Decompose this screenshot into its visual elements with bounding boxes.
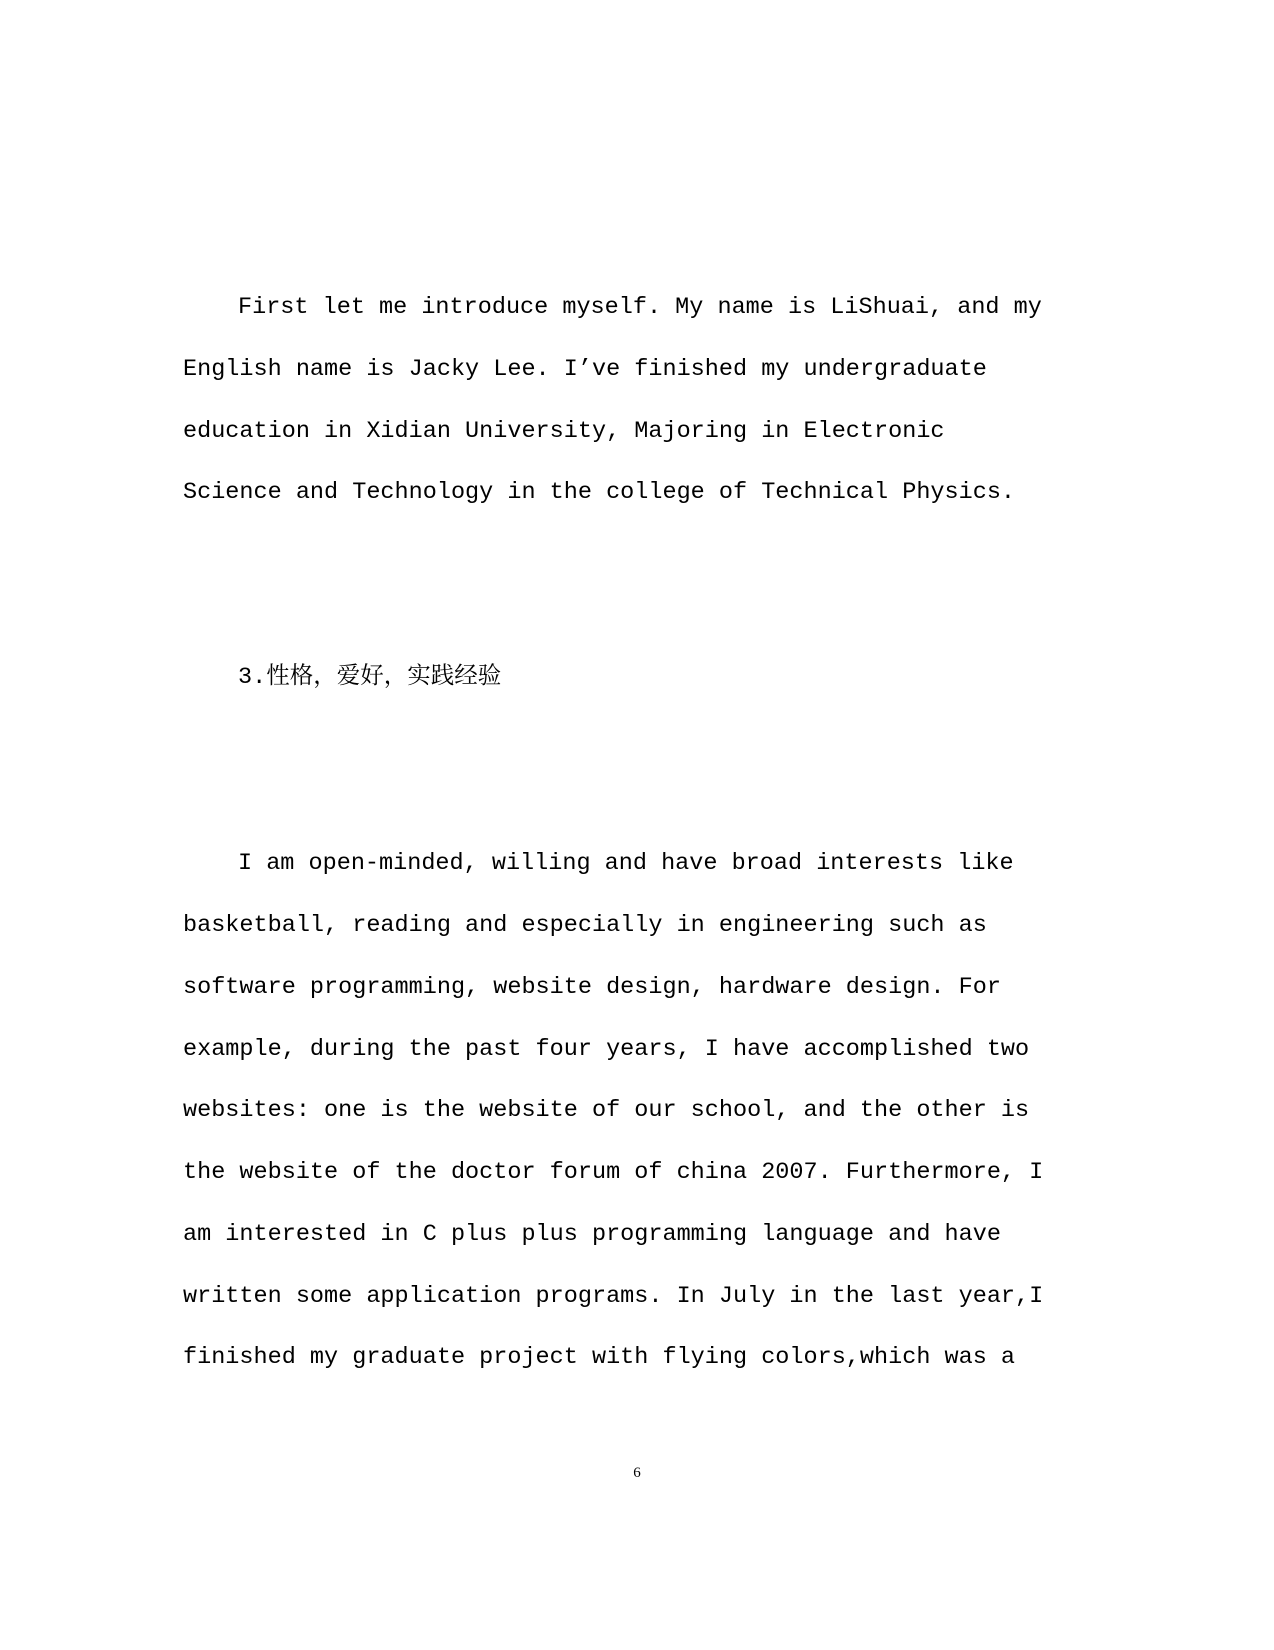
page-number: 6 xyxy=(633,1465,641,1481)
text-line: Science and Technology in the college of Technical Physics. xyxy=(183,479,1016,506)
text-line: First let me introduce myself. My name is LiShuai, and my xyxy=(238,294,1042,321)
text-line: the website of the doctor forum of china 2007. Furthermore, I xyxy=(183,1159,1044,1186)
text-line: finished my graduate project with flying colors,which was a xyxy=(183,1344,1016,1371)
text-line: am interested in C plus plus programming language and have xyxy=(183,1221,1001,1248)
section-heading: 3.性格，爱好，实践经验 xyxy=(238,664,502,691)
text-line: websites: one is the website of our school, and the other is xyxy=(183,1097,1030,1124)
text-line: written some application programs. In July in the last year,I xyxy=(183,1283,1044,1310)
text-line: English name is Jacky Lee. I’ve finished my undergraduate xyxy=(183,356,987,383)
text-line: software programming, website design, hardware design. For xyxy=(183,974,1001,1001)
text-line: I am open-minded, willing and have broad interests like xyxy=(238,850,1014,877)
text-line: basketball, reading and especially in engineering such as xyxy=(183,912,987,939)
text-line: education in Xidian University, Majoring in Electronic xyxy=(183,418,945,445)
text-line: example, during the past four years, I have accomplished two xyxy=(183,1036,1030,1063)
